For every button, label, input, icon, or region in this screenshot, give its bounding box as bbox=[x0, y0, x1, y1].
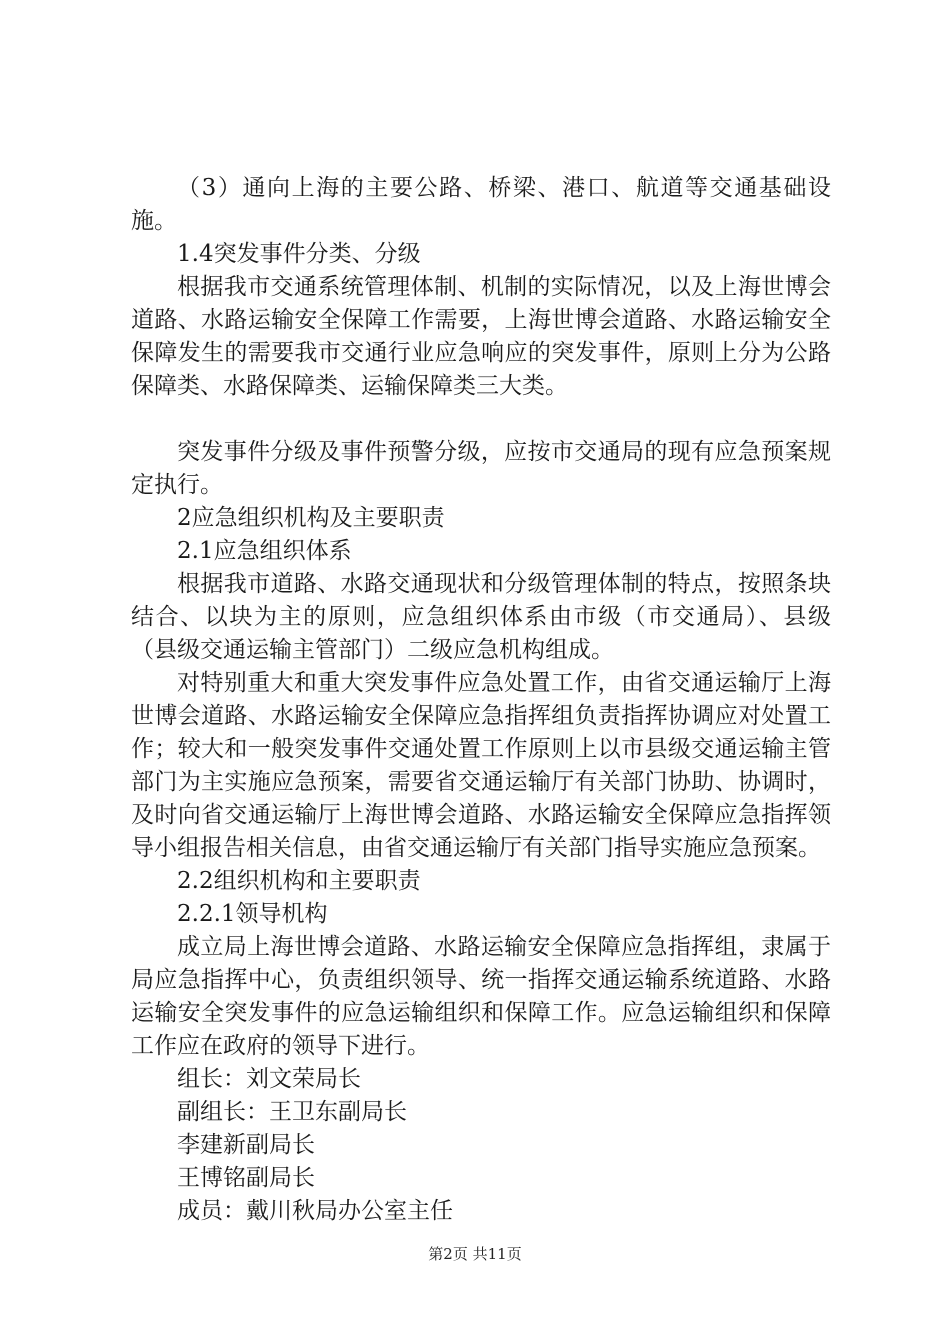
section-heading-2: 2应急组织机构及主要职责 bbox=[177, 505, 445, 531]
section-heading-2-2-1: 2.2.1领导机构 bbox=[177, 901, 328, 927]
section-heading-1-4: 1.4突发事件分类、分级 bbox=[177, 241, 421, 267]
member-line-deputy-3: 王博铭副局长 bbox=[177, 1165, 315, 1191]
page-number-footer: 第2页 共11页 bbox=[428, 1245, 522, 1263]
paragraph-item-3: （3）通向上海的主要公路、桥梁、港口、航道等交通基础设施。 bbox=[131, 175, 831, 234]
member-line-members: 成员：戴川秋局办公室主任 bbox=[177, 1198, 453, 1224]
section-heading-2-1: 2.1应急组织体系 bbox=[177, 538, 352, 564]
section-heading-2-2: 2.2组织机构和主要职责 bbox=[177, 868, 421, 894]
paragraph-event-grading: 突发事件分级及事件预警分级，应按市交通局的现有应急预案规定执行。 bbox=[131, 439, 831, 498]
document-body bbox=[131, 172, 831, 1228]
member-line-deputy-1: 副组长：王卫东副局长 bbox=[177, 1099, 407, 1125]
paragraph-response-handling: 对特别重大和重大突发事件应急处置工作，由省交通运输厅上海世博会道路、水路运输安全保障应急指挥组负责指挥协调应对处置工作；较大和一般突发事件交通处置工作原则上以市县级交通运输主管部门为主实施应急预案，需要省交通运输厅有关部门协助、协调时，及时向省交通运输厅上海世博会道路、水路运输安全保障应急指挥领导小组报告相关信息，由省交通运输厅有关部门指导实施应急预案。 bbox=[131, 670, 831, 861]
member-line-leader: 组长：刘文荣局长 bbox=[177, 1066, 361, 1092]
paragraph-leadership-body: 成立局上海世博会道路、水路运输安全保障应急指挥组，隶属于局应急指挥中心，负责组织领导、统一指挥交通运输系统道路、水路运输安全突发事件的应急运输组织和保障工作。应急运输组织和保障工作应在政府的领导下进行。 bbox=[131, 934, 831, 1059]
paragraph-organization-system: 根据我市道路、水路交通现状和分级管理体制的特点，按照条块结合、以块为主的原则，应急组织体系由市级（市交通局）、县级（县级交通运输主管部门）二级应急机构组成。 bbox=[131, 571, 831, 663]
paragraph-event-classification: 根据我市交通系统管理体制、机制的实际情况，以及上海世博会道路、水路运输安全保障工作需要，上海世博会道路、水路运输安全保障发生的需要我市交通行业应急响应的突发事件，原则上分为公路保障类、水路保障类、运输保障类三大类。 bbox=[131, 274, 831, 399]
member-line-deputy-2: 李建新副局长 bbox=[177, 1132, 315, 1158]
